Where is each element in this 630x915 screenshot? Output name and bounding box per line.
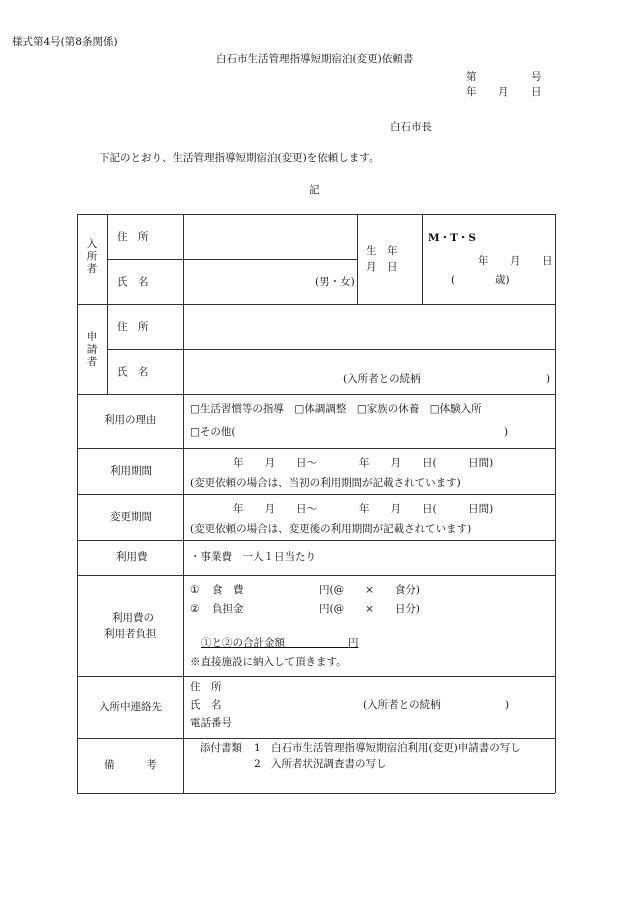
attachment-1: 白石市生活管理指導短期宿泊利用(変更)申請書の写し	[271, 742, 521, 754]
attachment-2-number: 2	[254, 758, 261, 770]
doc-no-suffix: 号	[531, 71, 542, 83]
contact-name-label: 氏 名	[190, 699, 222, 711]
date-month-label: 月	[498, 86, 509, 98]
total-amount[interactable]: ①と②の合計金額 円	[201, 637, 359, 649]
applicant-relation-close: )	[546, 373, 551, 385]
attachments-label: 添付書類	[200, 742, 242, 754]
resident-section-label: 入所者	[85, 238, 98, 276]
ki-mark: 記	[309, 184, 320, 196]
food-calc[interactable]: 円(@ × 食分)	[319, 584, 420, 596]
attachment-1-number: 1	[254, 742, 261, 754]
birth-day-label: 日	[542, 255, 553, 267]
applicant-section-label: 申請者	[85, 331, 98, 369]
resident-gender[interactable]: (男・女)	[315, 276, 355, 288]
change-period-label: 変更期間	[110, 511, 152, 523]
attachment-2: 入所者状況調査書の写し	[271, 758, 387, 770]
document-title: 白石市生活管理指導短期宿泊(変更)依頼書	[216, 53, 414, 65]
burden-calc[interactable]: 円(@ × 日分)	[319, 603, 420, 615]
contact-label: 入所中連絡先	[99, 701, 162, 713]
date-day-label: 日	[531, 86, 542, 98]
applicant-name-label: 氏 名	[117, 366, 149, 378]
contact-phone-label: 電話番号	[190, 717, 232, 729]
change-period-note: (変更依頼の場合は、変更後の利用期間が記載されています)	[190, 523, 472, 535]
birth-month-label: 月	[510, 255, 521, 267]
applicant-name-field[interactable]	[185, 351, 335, 393]
applicant-address-label: 住 所	[117, 321, 149, 333]
birthdate-label-2: 月 日	[366, 261, 398, 273]
applicant-address-field[interactable]	[185, 306, 553, 348]
reason-label: 利用の理由	[104, 414, 157, 426]
remarks-label: 備 考	[104, 759, 157, 771]
contact-address-label: 住 所	[190, 681, 222, 693]
resident-address-field[interactable]	[185, 216, 355, 258]
usage-period-note: (変更依頼の場合は、当初の利用期間が記載されています)	[190, 477, 461, 489]
applicant-relation-label: (入所者との続柄	[343, 373, 421, 385]
reason-other[interactable]: □その他(	[190, 426, 236, 438]
contact-relation-close: )	[505, 699, 510, 711]
burden-fee-label: 負担金	[212, 603, 244, 615]
recipient: 白石市長	[390, 121, 432, 133]
date-year-label: 年	[466, 86, 477, 98]
change-period-dates[interactable]: 年 月 日〜 年 月 日( 日間)	[233, 503, 494, 515]
burden-number: ②	[190, 603, 200, 615]
form-number: 様式第4号(第8条関係)	[12, 36, 118, 48]
age-open: (	[451, 274, 456, 286]
reason-other-close: )	[504, 426, 509, 438]
intro-text: 下記のとおり、生活管理指導短期宿泊(変更)を依頼します。	[99, 152, 380, 164]
doc-no-prefix: 第	[466, 71, 477, 83]
usage-period-label: 利用期間	[110, 465, 152, 477]
age-close: 歳)	[495, 274, 510, 286]
birth-year-label: 年	[478, 255, 489, 267]
burden-label-1: 利用費の	[112, 612, 154, 624]
burden-label-2: 利用者負担	[104, 628, 157, 640]
reason-options[interactable]: □生活習慣等の指導 □体調調整 □家族の休養 □体験入所	[190, 403, 482, 415]
fee-text: ・事業費 一人１日当たり	[190, 551, 316, 563]
era-options[interactable]: M・T・S	[428, 232, 477, 244]
food-label: 食 費	[212, 584, 244, 596]
food-number: ①	[190, 584, 200, 596]
resident-name-label: 氏 名	[117, 276, 149, 288]
fee-label: 利用費	[116, 551, 148, 563]
resident-address-label: 住 所	[117, 231, 149, 243]
resident-name-field[interactable]	[185, 261, 305, 303]
birthdate-label-1: 生 年	[366, 245, 398, 257]
usage-period-dates[interactable]: 年 月 日〜 年 月 日( 日間)	[233, 457, 494, 469]
contact-relation-label: (入所者との続柄	[363, 699, 441, 711]
payment-note: ※直接施設に納入して頂きます。	[190, 656, 347, 668]
